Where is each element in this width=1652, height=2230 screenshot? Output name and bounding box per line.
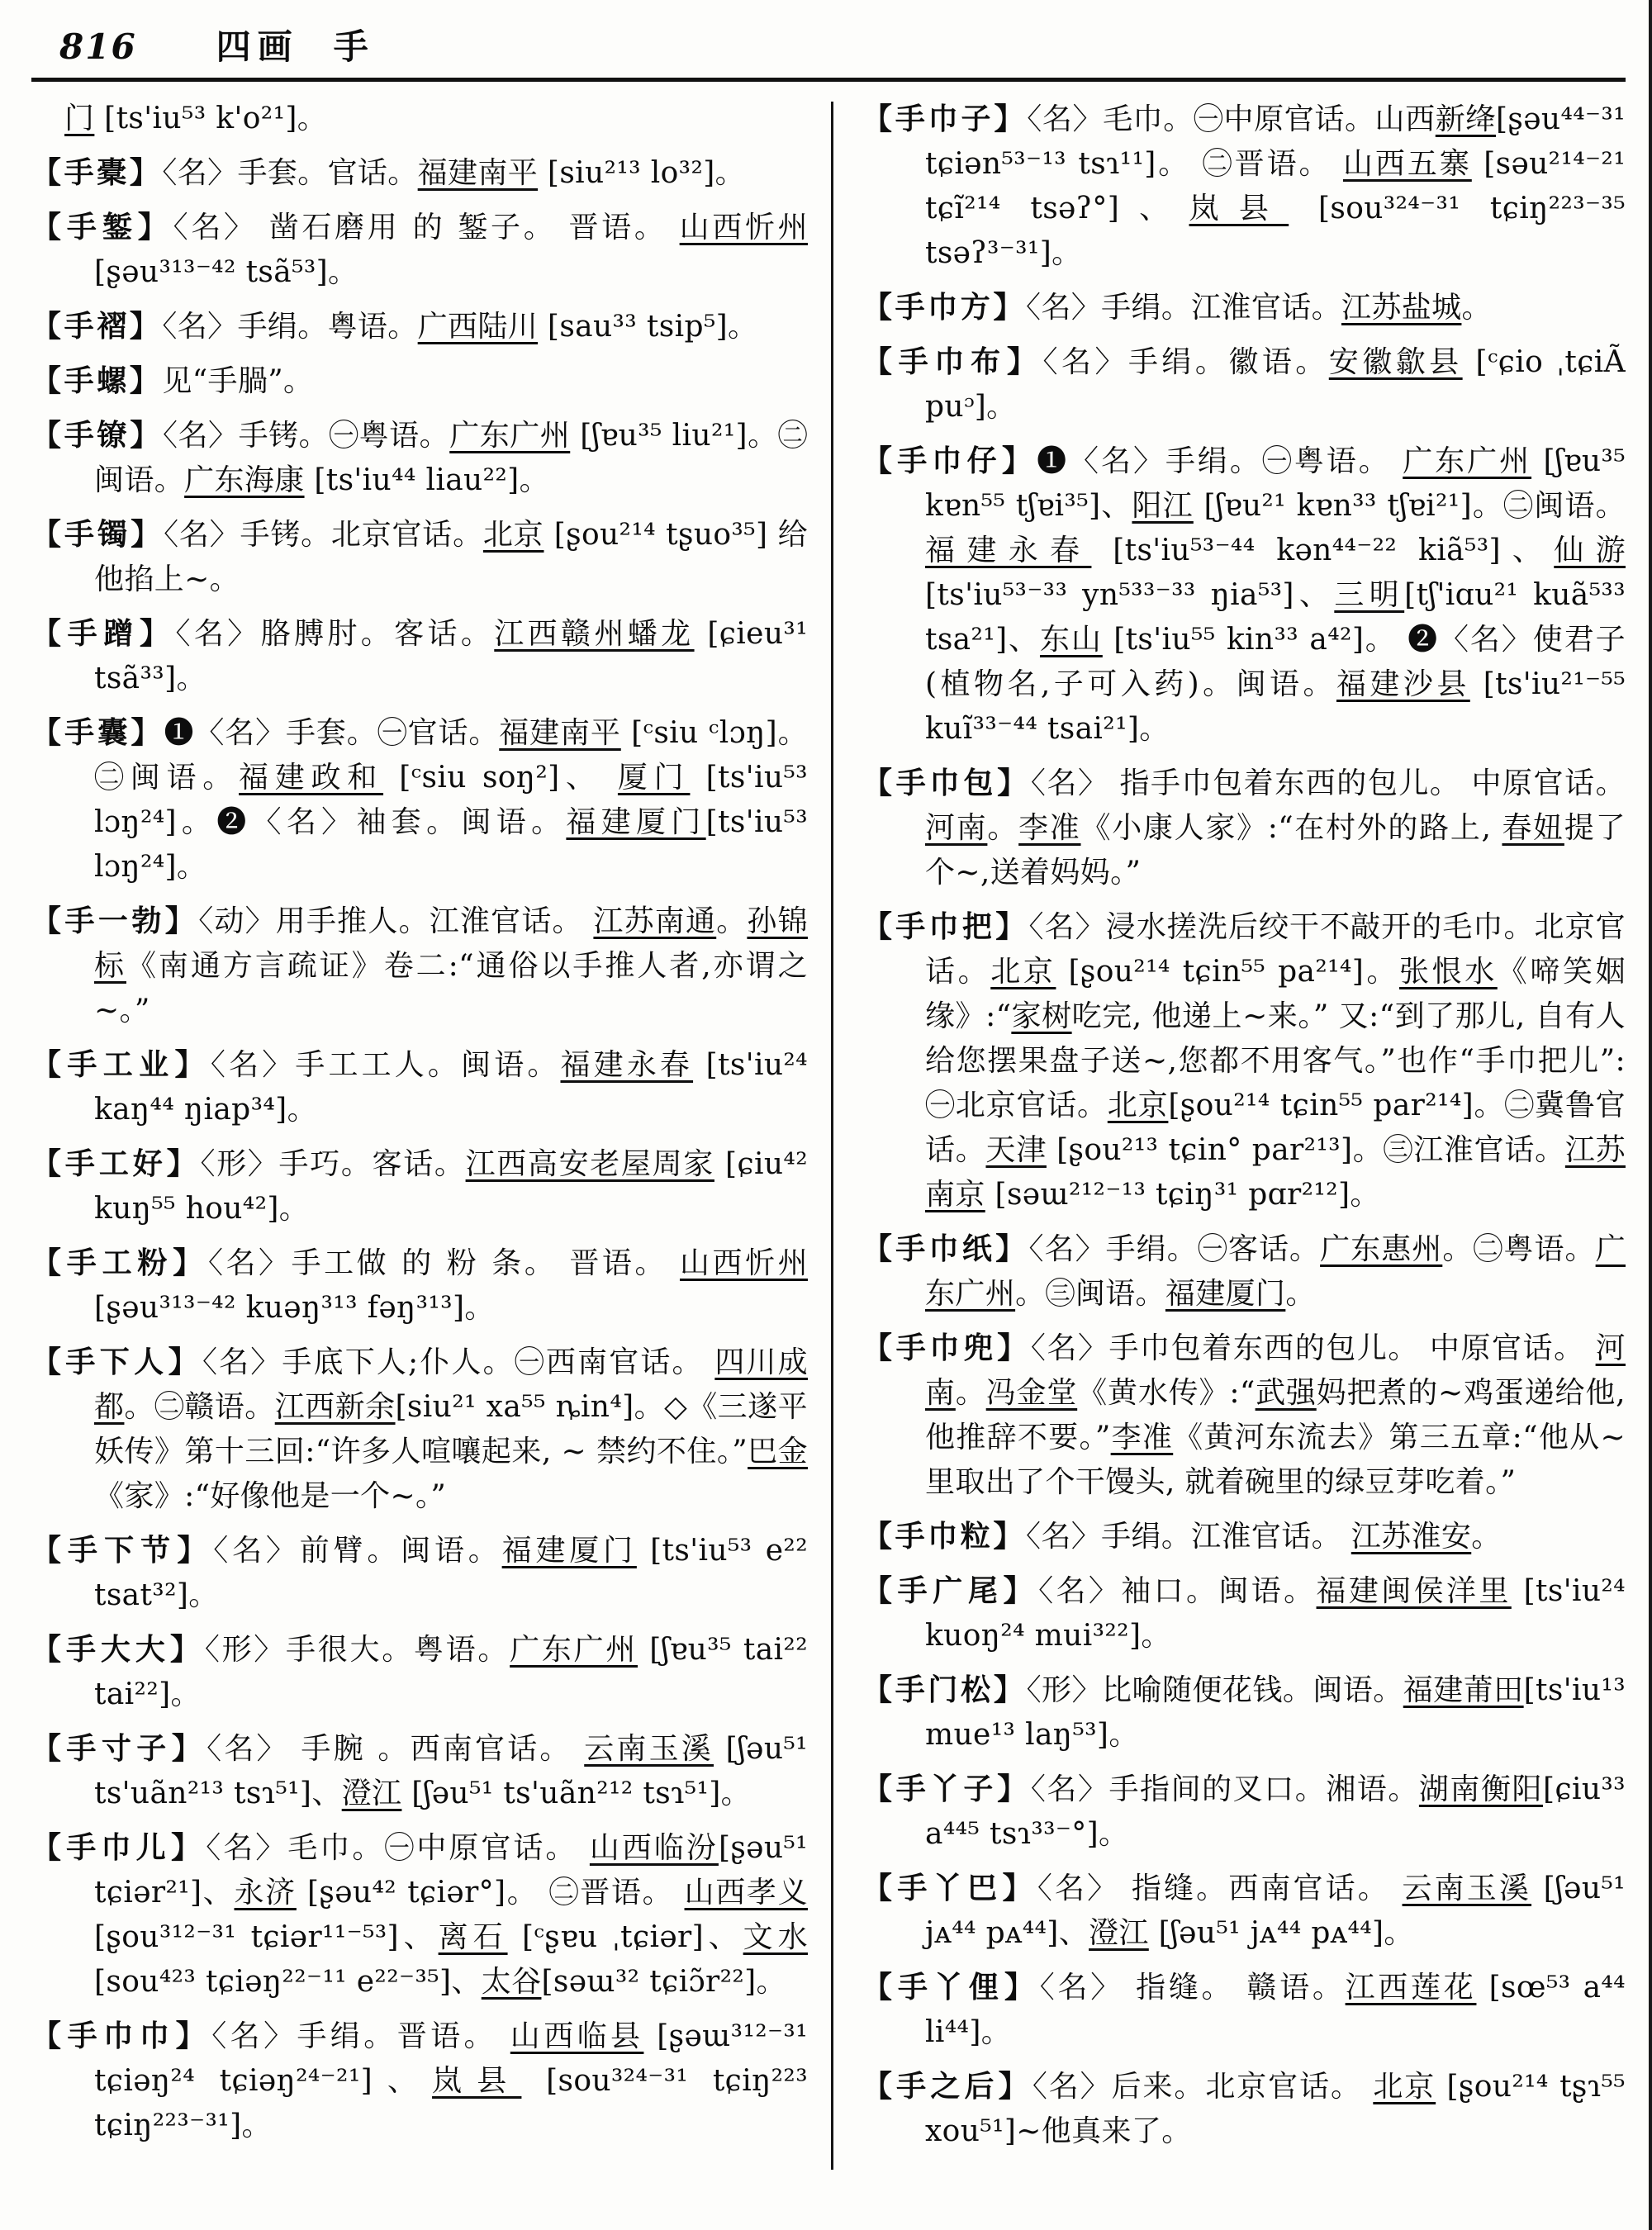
entry-headword: 【手巾兜】 (862, 1331, 1031, 1365)
entry-headword: 【手一勃】 (31, 904, 199, 938)
dict-entry (862, 1668, 1626, 1758)
entry-body: 〈名〉前臂。闽语。福建厦门 [ts'iu⁵³ e²² tsat³²]。 (94, 1534, 808, 1612)
proper-noun-underline: 湖南衡阳 (1418, 1772, 1544, 1806)
right-column (829, 97, 1626, 2163)
entry-headword: 【手巾包】 (862, 766, 1031, 800)
entry-headword: 【手囊】 (31, 715, 164, 750)
dict-entry (31, 1042, 808, 1132)
proper-noun-underline: 春妞 (1502, 811, 1564, 845)
entry-body: 〈名〉手底下人;仆人。㊀西南官话。 四川成都。㊁赣语。江西新余[siu²¹ xa⁵⁵ ȵin⁴]。◇《三遂平妖传》第十三回:“许多人喧嚷起来, ~ 禁约不住。”巴金《家》:“好像他是一个~。” (94, 1345, 808, 1513)
proper-noun-underline: 三明 (1334, 578, 1405, 612)
proper-noun-underline: 福建闽侯洋里 (1316, 1574, 1512, 1608)
proper-noun-underline: 北京 (1107, 1089, 1169, 1122)
dict-entry (31, 512, 808, 602)
two-column-body (31, 97, 1626, 2163)
proper-noun-underline: 安徽歙县 (1328, 345, 1463, 379)
entry-body: 〈形〉手巧。客话。江西高安老屋周家 [ɕiu⁴² kuŋ⁵⁵ hou⁴²]。 (94, 1147, 808, 1226)
dict-entry (31, 1627, 808, 1717)
dict-entry (31, 611, 808, 701)
entry-headword: 【手褶】 (31, 309, 163, 344)
entry-headword: 【手大大】 (31, 1632, 205, 1667)
entry-headword: 【手工粉】 (31, 1245, 208, 1280)
entry-body: 〈名〉手工做 的 粉 条。 晋语。 山西忻州 [ʂəu³¹³⁻⁴² kuəŋ³¹³ fəŋ³¹³]。 (94, 1246, 808, 1325)
proper-noun-underline: 岚县 (432, 2064, 522, 2098)
dict-entry (31, 2014, 808, 2148)
header-section: 四画 (216, 26, 299, 67)
dict-entry (31, 358, 808, 404)
entry-headword: 【手錾】 (31, 210, 173, 244)
proper-noun-underline: 福建永春 (925, 534, 1092, 567)
entry-headword: 【手橐】 (31, 155, 163, 190)
proper-noun-underline: 冯金堂 (985, 1376, 1078, 1410)
proper-noun-underline: 广西陆川 (417, 310, 539, 344)
entry-body: 〈名〉手绢。徽语。安徽歙县 [ᶜɕio ˌtɕiÃ puᵓ]。 (925, 345, 1626, 424)
entry-body: ❶〈名〉手套。㊀官话。福建南平 [ᶜsiu ᶜlɔŋ]。㊁闽语。福建政和 [ᶜsiu soŋ²]、 厦门 [ts'iu⁵³ lɔŋ²⁴]。❷〈名〉袖套。闽语。福建厦门[ts'iu⁵³ lɔŋ²⁴]。 (94, 716, 808, 884)
entry-body: 〈名〉手绢。粤语。广西陆川 [sau³³ tsip⁵]。 (162, 310, 758, 344)
dict-entry (862, 1965, 1626, 2055)
dict-entry (862, 1568, 1626, 1658)
entry-body: 〈名〉 指缝。西南官话。 云南玉溪 [ʃəu⁵¹ jᴀ⁴⁴ pᴀ⁴⁴]、澄江 [ʃəu⁵¹ jᴀ⁴⁴ pᴀ⁴⁴]。 (925, 1872, 1626, 1950)
proper-noun-underline: 李准 (1018, 811, 1081, 845)
entry-headword: 【手巾巾】 (31, 2019, 212, 2053)
entry-headword: 【手丫子】 (862, 1772, 1031, 1806)
dict-entry (862, 1866, 1626, 1956)
entry-body: 〈名〉手套。官话。福建南平 [siu²¹³ lo³²]。 (162, 156, 746, 190)
proper-noun-underline: 北京 (1373, 2070, 1436, 2104)
proper-noun-underline: 离石 (438, 1920, 508, 1954)
proper-noun-underline: 岚县 (1189, 192, 1289, 225)
dict-entry (862, 2064, 1626, 2154)
entry-body: 〈名〉后来。北京官话。 北京 [ʂou²¹⁴ tʂɿ⁵⁵ xou⁵¹]~他真来了。 (925, 2070, 1626, 2148)
entry-headword: 【手工好】 (31, 1146, 201, 1181)
proper-noun-underline: 江西赣州蟠龙 (494, 617, 695, 651)
dict-entry (31, 1825, 808, 2005)
entry-headword: 【手巾仔】 (862, 444, 1037, 478)
proper-noun-underline: 福建南平 (499, 716, 621, 750)
proper-noun-underline: 山西临县 (510, 2019, 644, 2053)
dict-entry (31, 1241, 808, 1331)
proper-noun-underline: 阳江 (1132, 489, 1194, 523)
entry-headword: 【手工业】 (31, 1047, 211, 1082)
proper-noun-underline: 山西临汾 (589, 1831, 719, 1865)
proper-noun-underline: 云南玉溪 (1402, 1872, 1532, 1905)
proper-noun-underline: 江苏盐城 (1341, 291, 1462, 325)
proper-noun-underline: 厦门 (617, 761, 691, 795)
entry-headword: 【手巾方】 (862, 290, 1027, 325)
proper-noun-underline: 福建厦门 (1165, 1277, 1286, 1311)
proper-noun-underline: 澄江 (341, 1777, 402, 1810)
entry-body: 〈名〉毛巾。㊀中原官话。山西新绛[ʂəu⁴⁴⁻³¹ tɕiən⁵³⁻¹³ tsɿ¹¹]。 ㊁晋语。 山西五寨 [səu²¹⁴⁻²¹ tɕĩ²¹⁴ tsəʔ°]、岚县 [sou³²⁴⁻³¹ tɕiŋ²²³⁻³⁵ tsəʔ³⁻³¹]。 (925, 102, 1626, 270)
entry-body: 〈名〉手工工人。闽语。福建永春 [ts'iu²⁴ kaŋ⁴⁴ ŋiap³⁴]。 (94, 1048, 808, 1127)
proper-noun-underline: 仙游 (1554, 534, 1626, 567)
dict-entry (862, 1767, 1626, 1857)
proper-noun-underline: 广东广州 (449, 419, 571, 453)
proper-noun-underline: 福建沙县 (1336, 667, 1470, 701)
entry-body: 〈名〉 手腕 。西南官话。 云南玉溪 [ʃəu⁵¹ ts'uãn²¹³ tsɿ⁵¹]、澄江 [ʃəu⁵¹ ts'uãn²¹² tsɿ⁵¹]。 (94, 1732, 808, 1810)
proper-noun-underline: 广东广州 (510, 1633, 638, 1667)
proper-noun-underline: 江苏南通 (593, 904, 717, 938)
entry-headword: 【手下节】 (31, 1533, 214, 1568)
proper-noun-underline: 广东广州 (1403, 444, 1532, 478)
entry-headword: 【手丫巴】 (862, 1871, 1037, 1905)
dict-entry (862, 285, 1626, 330)
dict-entry (862, 761, 1626, 895)
proper-noun-underline: 福建政和 (239, 761, 384, 795)
proper-noun-underline: 山西忻州 (679, 1246, 808, 1280)
proper-noun-underline: 新绛 (1435, 102, 1496, 136)
entry-body: 〈形〉手很大。粤语。广东广州 [ʃɐu³⁵ tai²² tai²²]。 (94, 1633, 808, 1711)
proper-noun-underline: 福建永春 (560, 1048, 694, 1082)
proper-noun-underline: 北京 (482, 518, 544, 552)
dict-entry (31, 304, 808, 349)
proper-noun-underline: 四川成都 (94, 1345, 808, 1424)
entry-headword: 【手巾布】 (862, 344, 1043, 379)
proper-noun-underline: 山西孝义 (684, 1876, 808, 1910)
entry-body: 〈名〉胳膊肘。客话。江西赣州蟠龙 [ɕieu³¹ tsã³³]。 (94, 617, 808, 695)
dict-entry (31, 899, 808, 1033)
dict-entry (31, 710, 808, 890)
proper-noun-underline: 广东惠州 (1320, 1232, 1443, 1266)
dict-entry (862, 439, 1626, 752)
entry-headword: 【手蹭】 (31, 616, 176, 651)
header-radical: 手 (333, 26, 370, 67)
proper-noun-underline: 河南 (925, 1331, 1626, 1410)
entry-headword: 【手下人】 (31, 1345, 202, 1379)
dict-entry (31, 1726, 808, 1816)
proper-noun-underline: 太谷 (481, 1965, 542, 1999)
proper-noun-underline: 山西忻州 (679, 211, 808, 244)
entry-body: 〈名〉浸水搓洗后绞干不敲开的毛巾。北京官话。北京 [ʂou²¹⁴ tɕin⁵⁵ pa²¹⁴]。张恨水《啼笑姻缘》:“家树吃完, 他递上~来。” 又:“到了那儿, 自有人给您摆果盘子送~,您都不用客气。”也作“手巾把儿”:㊀北京官话。北京[ʂou²¹⁴ tɕin⁵⁵ par²¹⁴]。㊁冀鲁官话。天津 [ʂou²¹³ tɕin° par²¹³]。㊂江淮官话。江苏南京 [səɯ²¹²⁻¹³ tɕiŋ³¹ pɑr²¹²]。 (925, 910, 1626, 1212)
entry-body: 〈名〉手指间的叉口。湘语。湖南衡阳[ɕiu³³ a⁴⁴⁵ tsɿ³³⁻°]。 (925, 1772, 1626, 1851)
entry-headword: 【手螺】 (31, 363, 163, 398)
entry-headword: 【手巾粒】 (862, 1519, 1027, 1554)
proper-noun-underline: 广东海康 (184, 463, 305, 497)
proper-noun-underline: 福建厦门 (566, 805, 706, 839)
proper-noun-underline: 天津 (985, 1133, 1047, 1167)
proper-noun-underline: 江西高安老屋周家 (465, 1147, 714, 1181)
dict-entry (862, 904, 1626, 1217)
entry-headword: 【手巾把】 (862, 909, 1029, 944)
proper-noun-underline: 武强 (1255, 1376, 1317, 1410)
proper-noun-underline: 文水 (743, 1920, 808, 1954)
entry-headword: 【手巾儿】 (31, 1830, 206, 1865)
entry-headword: 【手广尾】 (862, 1573, 1039, 1608)
proper-noun-underline: 张恨水 (1398, 955, 1498, 989)
dict-entry (31, 97, 808, 141)
proper-noun-underline: 家树 (1011, 999, 1072, 1033)
proper-noun-underline: 永济 (234, 1876, 297, 1910)
entry-headword: 【手寸子】 (31, 1731, 207, 1766)
entry-body: 〈名〉手巾包着东西的包儿。 中原官话。 河南。冯金堂《黄水传》:“武强妈把煮的~鸡蛋递给他,他推辞不要。”李准《黄河东流去》第三五章:“他从~里取出了个干馒头, 就着碗里的绿豆芽吃着。” (925, 1331, 1626, 1499)
entry-body: 〈动〉用手推人。江淮官话。 江苏南通。孙锦标《南通方言疏证》卷二:“通俗以手推人者,亦谓之~。” (94, 904, 808, 1027)
entry-body: 〈名〉 指手巾包着东西的包儿。 中原官话。河南。李准《小康人家》:“在村外的路上, 春妞提了个~,送着妈妈。” (925, 766, 1626, 890)
dict-entry (31, 150, 808, 196)
proper-noun-underline: 山西五寨 (1342, 147, 1472, 181)
entry-body: 门 [ts'iu⁵³ k'o²¹]。 (64, 102, 328, 135)
entry-headword: 【手之后】 (862, 2069, 1032, 2104)
proper-noun-underline: 澄江 (1089, 1916, 1149, 1950)
dict-entry (862, 1226, 1626, 1317)
entry-headword: 【手丫俚】 (862, 1970, 1040, 2005)
dict-entry (31, 1528, 808, 1618)
entry-headword: 【手镯】 (31, 517, 164, 552)
proper-noun-underline: 李准 (1110, 1421, 1174, 1454)
proper-noun-underline: 福建厦门 (501, 1534, 637, 1568)
entry-body: 〈名〉手铐。北京官话。北京 [ʂou²¹⁴ tʂuo³⁵] 给他掐上~。 (94, 518, 808, 596)
proper-noun-underline: 江西莲花 (1345, 1971, 1477, 2005)
left-column (31, 97, 829, 2163)
proper-noun-underline: 江苏南京 (925, 1133, 1626, 1212)
entry-headword: 【手巾纸】 (862, 1231, 1029, 1266)
entry-body: ❶〈名〉手绢。㊀粤语。 广东广州 [ʃɐu³⁵ kɐn⁵⁵ tʃɐi³⁵]、阳江 [ʃɐu²¹ kɐn³³ tʃɐi²¹]。㊁闽语。福建永春 [ts'iu⁵³⁻⁴⁴ kən⁴⁴⁻²² kiã⁵³]、仙游[ts'iu⁵³⁻³³ yn⁵³³⁻³³ ŋia⁵³]、三明[tʃ'iɑu²¹ kuã⁵³³ tsa²¹]、东山 [ts'iu⁵⁵ kin³³ a⁴²]。 ❷〈名〉使君子(植物名,子可入药)。闽语。福建沙县 [ts'iu²¹⁻⁵⁵ kuĩ³³⁻⁴⁴ tsai²¹]。 (925, 444, 1626, 746)
proper-noun-underline: 孙锦标 (94, 904, 808, 983)
dict-entry (862, 97, 1626, 276)
page-header (31, 15, 1626, 78)
proper-noun-underline: 广东广州 (925, 1232, 1626, 1311)
proper-noun-underline: 北京 (990, 955, 1056, 989)
dict-entry (862, 1326, 1626, 1505)
entry-body: 〈名〉手绢。江淮官话。江苏盐城。 (1026, 291, 1492, 325)
dict-entry (31, 1141, 808, 1231)
entry-body: 〈名〉手绢。晋语。 山西临县 [ʂəɯ³¹²⁻³¹ tɕiəŋ²⁴ tɕiəŋ²⁴⁻²¹]、岚县 [sou³²⁴⁻³¹ tɕiŋ²²³ tɕiŋ²²³⁻³¹]。 (94, 2019, 808, 2142)
entry-headword: 【手镣】 (31, 418, 164, 453)
entry-body: 〈名〉毛巾。㊀中原官话。 山西临汾[ʂəu⁵¹ tɕiər²¹]、永济 [ʂəu⁴² tɕiər°]。 ㊁晋语。 山西孝义[ʂou³¹²⁻³¹ tɕiər¹¹⁻⁵³]、离石 [ᶜʂɐu ˌtɕiər]、文水[sou⁴²³ tɕiəŋ²²⁻¹¹ e²²⁻³⁵]、太谷[səɯ³² tɕiɔ̃r²²]。 (94, 1831, 808, 1999)
proper-noun-underline: 江西新余 (274, 1390, 396, 1424)
column-divider (831, 102, 833, 2170)
dict-entry (862, 1514, 1626, 1559)
entry-body: 〈名〉袖口。闽语。福建闽侯洋里 [ts'iu²⁴ kuoŋ²⁴ mui³²²]。 (925, 1574, 1626, 1653)
dict-entry (31, 205, 808, 295)
dict-entry (31, 1340, 808, 1519)
entry-body: 〈形〉比喻随便花钱。闽语。福建莆田[ts'iu¹³ mue¹³ laŋ⁵³]。 (925, 1673, 1626, 1752)
proper-noun-underline: 河南 (925, 811, 988, 845)
proper-noun-underline: 福建南平 (417, 156, 539, 190)
proper-noun-underline: 云南玉溪 (584, 1732, 714, 1766)
entry-body: 〈名〉手绢。㊀客话。广东惠州。㊁粤语。广东广州。㊂闽语。福建厦门。 (925, 1232, 1626, 1311)
proper-noun-underline: 巴金 (748, 1435, 808, 1468)
proper-noun-underline: 福建莆田 (1403, 1673, 1524, 1707)
entry-body: 〈名〉 指缝。 赣语。江西莲花 [sœ⁵³ a⁴⁴ li⁴⁴]。 (925, 1971, 1626, 2049)
proper-noun-underline: 江苏淮安 (1351, 1520, 1472, 1554)
header-rule (31, 78, 1626, 82)
entry-body: 〈名〉手铐。㊀粤语。广东广州 [ʃɐu³⁵ liu²¹]。㊁闽语。广东海康 [ts'iu⁴⁴ liau²²]。 (94, 419, 808, 497)
dict-entry (31, 413, 808, 503)
entry-body: 〈名〉 凿石磨用 的 錾子。 晋语。 山西忻州 [ʂəu³¹³⁻⁴² tsã⁵³]。 (94, 211, 808, 289)
entry-body: 〈名〉手绢。江淮官话。 江苏淮安。 (1026, 1520, 1502, 1554)
page-number: 816 (59, 26, 137, 67)
entry-headword: 【手巾子】 (862, 102, 1028, 136)
dict-entry (862, 339, 1626, 429)
proper-noun-underline: 东山 (1039, 623, 1103, 657)
entry-body: 见“手腡”。 (162, 364, 314, 398)
proper-noun-underline: 门 (64, 102, 95, 135)
entry-headword: 【手门松】 (862, 1672, 1027, 1707)
